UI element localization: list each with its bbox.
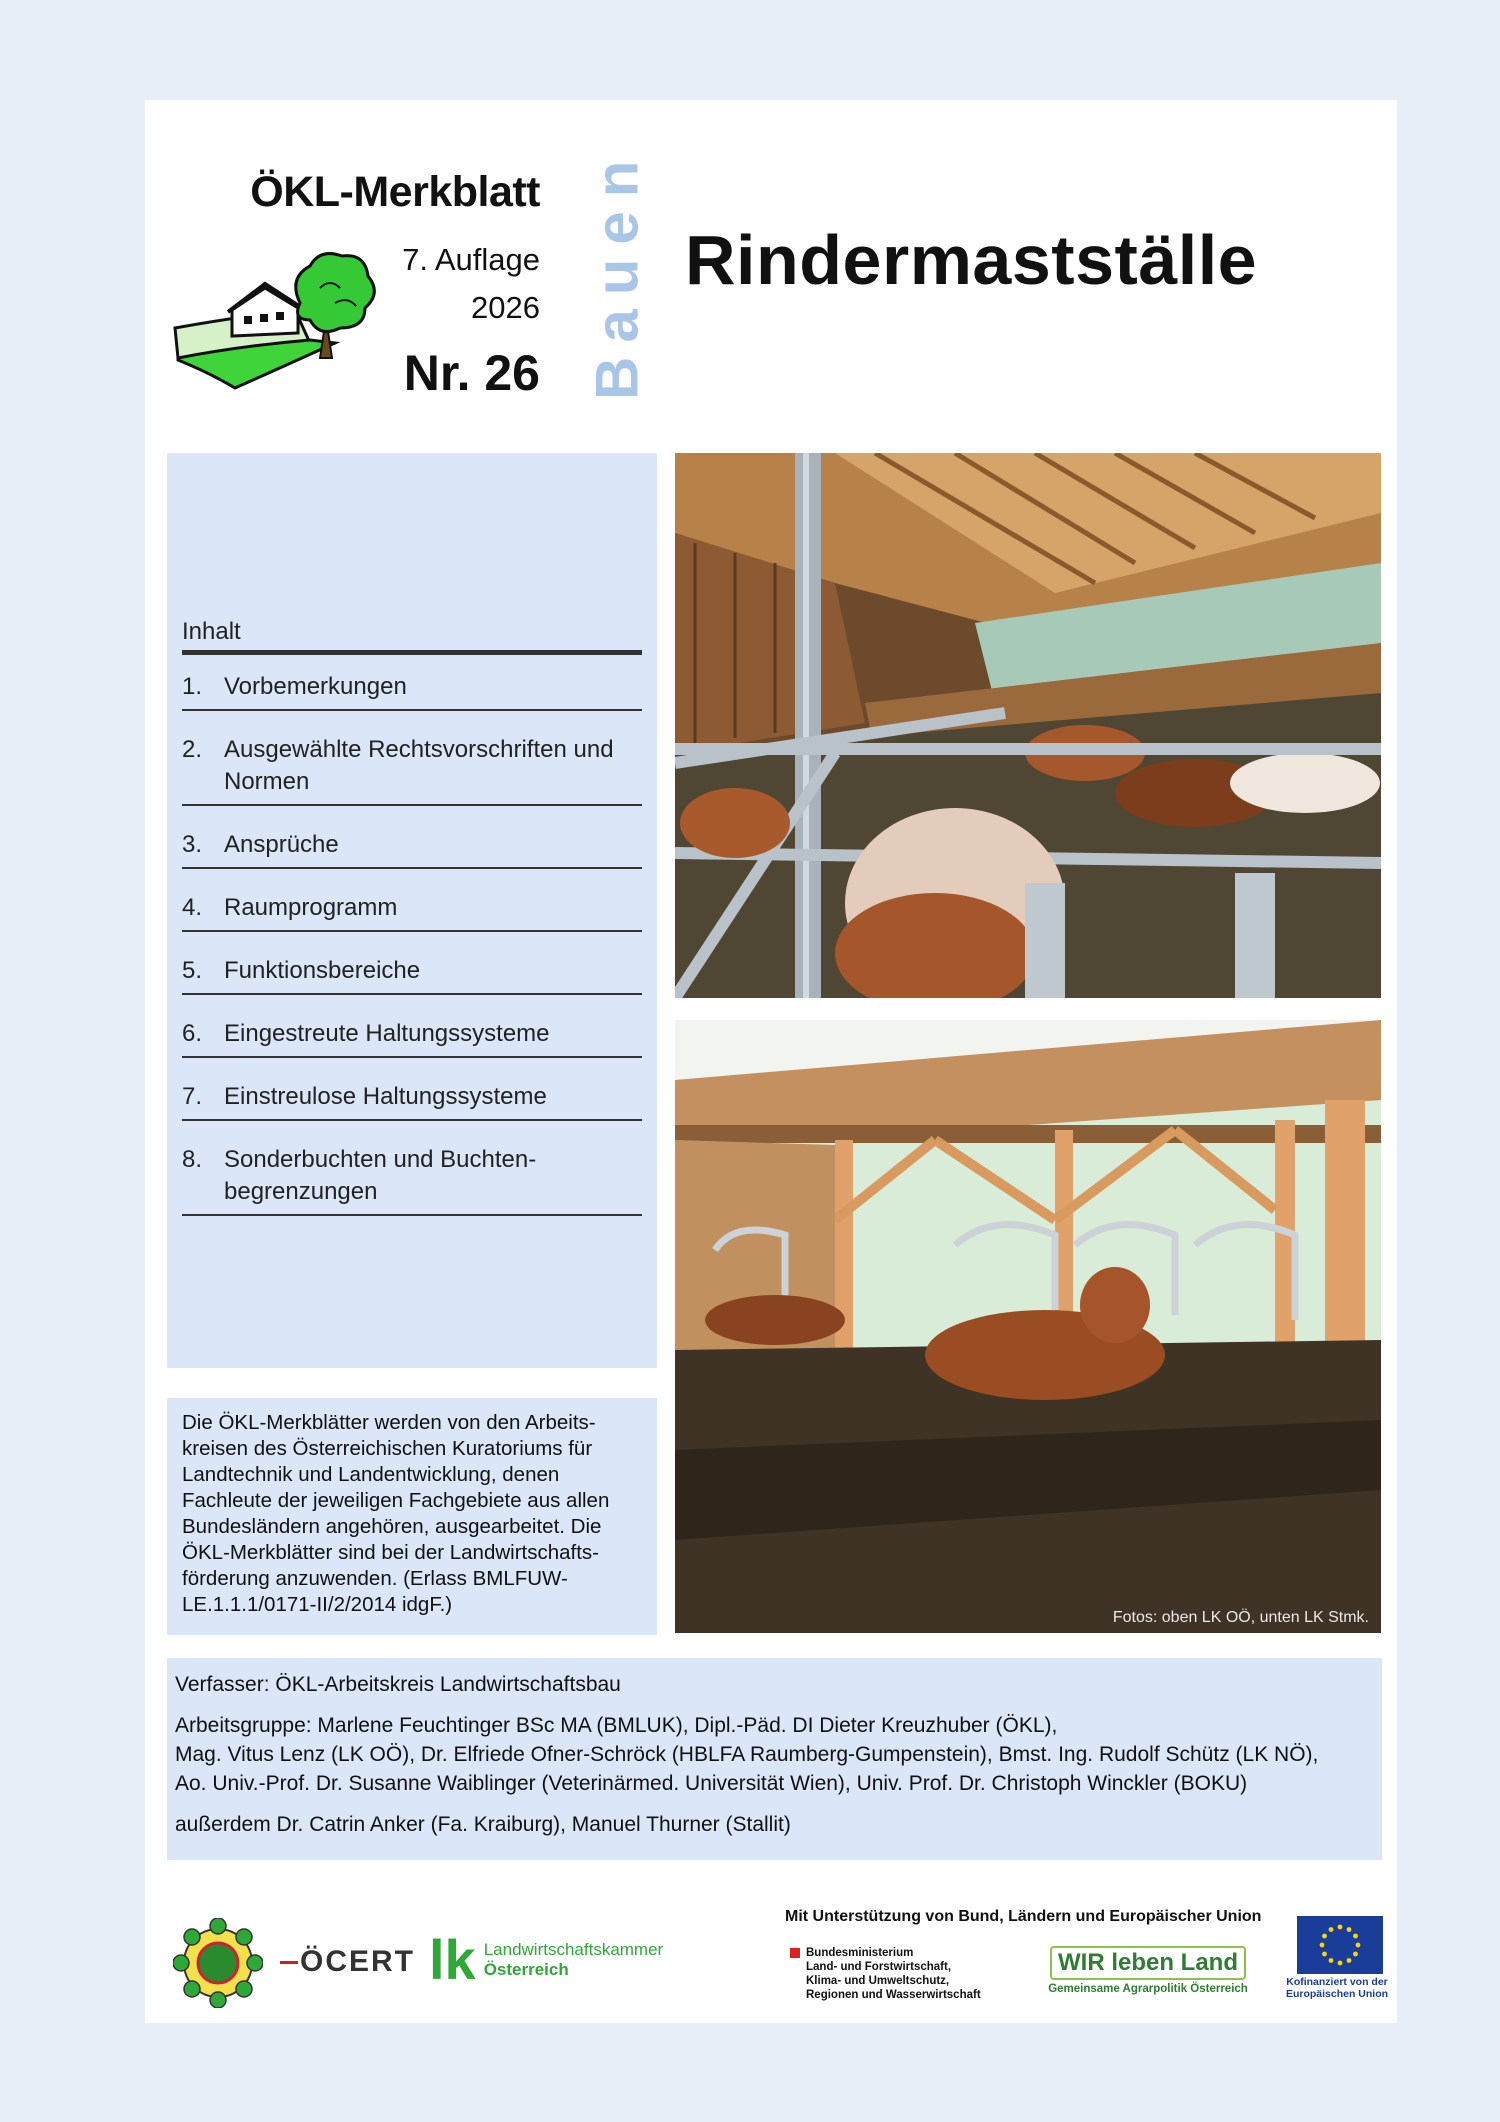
- lk-name-line-1: Landwirtschaftskammer: [483, 1940, 664, 1959]
- toc-item-number: 5.: [182, 957, 203, 984]
- toc-item-title: Raumprogramm: [224, 894, 398, 921]
- toc-item-title: Ansprüche: [224, 831, 339, 858]
- note-box: [167, 1398, 657, 1635]
- toc-item-number: 4.: [182, 894, 203, 921]
- category-vertical-label: Bauen: [583, 146, 651, 400]
- toc-item-title: Einstreulose Haltungssysteme: [224, 1083, 547, 1110]
- toc-item-number: 3.: [182, 831, 203, 858]
- main-title: Rindermastställe: [685, 221, 1258, 299]
- eu-caption-line-2: Europäischen Union: [1285, 1988, 1389, 2000]
- toc-item-title: Ausgewählte Rechtsvorschriften und Normen: [224, 736, 614, 795]
- toc-item: [182, 821, 642, 869]
- wir-leben-land-logo: [1043, 1946, 1253, 2006]
- series-title: ÖKL-Merkblatt: [250, 168, 540, 216]
- toc-item-number: 2.: [182, 736, 203, 763]
- toc-item-title: Funktionsbereiche: [224, 957, 421, 984]
- ministry-logo: [790, 1946, 990, 2006]
- toc-item: [182, 1136, 642, 1216]
- toc-item-title: Vorbemerkungen: [224, 673, 407, 700]
- toc-item: [182, 884, 642, 932]
- document-page: [145, 100, 1397, 2023]
- toc-item-number: 6.: [182, 1020, 203, 1047]
- barn-interior-photo: [675, 453, 1381, 998]
- toc-item-number: 8.: [182, 1146, 203, 1173]
- additional-contributors: außerdem Dr. Catrin Anker (Fa. Kraiburg), Manuel Thurner (Stallit): [175, 1813, 791, 1836]
- working-group-line-3: Ao. Univ.-Prof. Dr. Susanne Waiblinger (Veterinärmed. Universität Wien), Univ. Prof. Dr. Christoph Winckler (BOKU): [175, 1772, 1248, 1795]
- ministry-line-2: Land- und Forstwirtschaft,: [806, 1961, 952, 1973]
- working-group-line-2: Mag. Vitus Lenz (LK OÖ), Dr. Elfriede Ofner-Schröck (HBLFA Raumberg-Gumpenstein), Bmst. Ing. Rudolf Schütz (LK NÖ),: [175, 1743, 1319, 1766]
- ministry-line-3: Klima- und Umweltschutz,: [806, 1975, 950, 1987]
- note-text: Die ÖKL-Merkblätter werden von den Arbeits-kreisen des Österreichischen Kuratoriums für Landtechnik und Landentwicklung, denen Fachleute der jeweiligen Fachgebiete aus allen Bundesländern angehören, ausgearbeitet. Die ÖKL-Merkblätter sind bei der Landwirtschafts-förderung anzuwenden. (Erlass BMLFUW-LE.1.1.1/0171-II/2/2014 idgF.): [182, 1411, 610, 1616]
- table-of-contents: [167, 453, 657, 1368]
- support-heading: Mit Unterstützung von Bund, Ländern und Europäischer Union: [785, 1908, 1262, 1925]
- toc-item-number: 7.: [182, 1083, 203, 1110]
- okl-emblem-icon: [173, 1918, 263, 2008]
- authors-box: [167, 1658, 1382, 1860]
- ministry-line-1: Bundesministerium: [806, 1947, 914, 1959]
- ocert-text: ÖCERT: [300, 1945, 415, 1978]
- toc-item-title: Sonderbuchten und Buchten-begrenzungen: [224, 1146, 537, 1205]
- toc-list: [182, 663, 642, 1216]
- wir-leben-land-subtitle: Gemeinsame Agrarpolitik Österreich: [1048, 1983, 1248, 1995]
- outdoor-shelter-photo: [675, 1020, 1381, 1633]
- wir-leben-land-text: WIR leben Land: [1050, 1946, 1246, 1980]
- lk-logo: [429, 1928, 669, 1991]
- edition-year: 2026: [471, 290, 540, 325]
- toc-heading-rule: [182, 650, 642, 655]
- lk-name-line-2: Österreich: [483, 1960, 569, 1979]
- eu-flag-icon: [1285, 1914, 1389, 1976]
- toc-item: [182, 726, 642, 806]
- toc-item: [182, 1073, 642, 1121]
- farm-logo-icon: [170, 248, 380, 393]
- toc-item: [182, 663, 642, 711]
- toc-item-title: Eingestreute Haltungssysteme: [224, 1020, 550, 1047]
- leaflet-number: Nr. 26: [403, 345, 540, 401]
- austria-flag-icon: [790, 1948, 800, 1958]
- toc-item: [182, 1010, 642, 1058]
- ocert-logo: [280, 1940, 420, 1984]
- photo-credit: Fotos: oben LK OÖ, unten LK Stmk.: [1112, 1609, 1369, 1626]
- lk-mark: lk: [429, 1928, 476, 1991]
- ocert-dash-icon: [280, 1961, 298, 1964]
- eu-logo: [1285, 1914, 1389, 2009]
- toc-item: [182, 947, 642, 995]
- ministry-line-4: Regionen und Wasserwirtschaft: [806, 1989, 981, 2001]
- toc-item-number: 1.: [182, 673, 203, 700]
- toc-heading: Inhalt: [182, 618, 241, 645]
- eu-caption-line-1: Kofinanziert von der: [1286, 1976, 1388, 1988]
- author-line: Verfasser: ÖKL-Arbeitskreis Landwirtschaftsbau: [175, 1673, 621, 1696]
- edition-label: 7. Auflage: [402, 242, 540, 277]
- working-group-line-1: Arbeitsgruppe: Marlene Feuchtinger BSc MA (BMLUK), Dipl.-Päd. DI Dieter Kreuzhuber (ÖKL),: [175, 1714, 1058, 1737]
